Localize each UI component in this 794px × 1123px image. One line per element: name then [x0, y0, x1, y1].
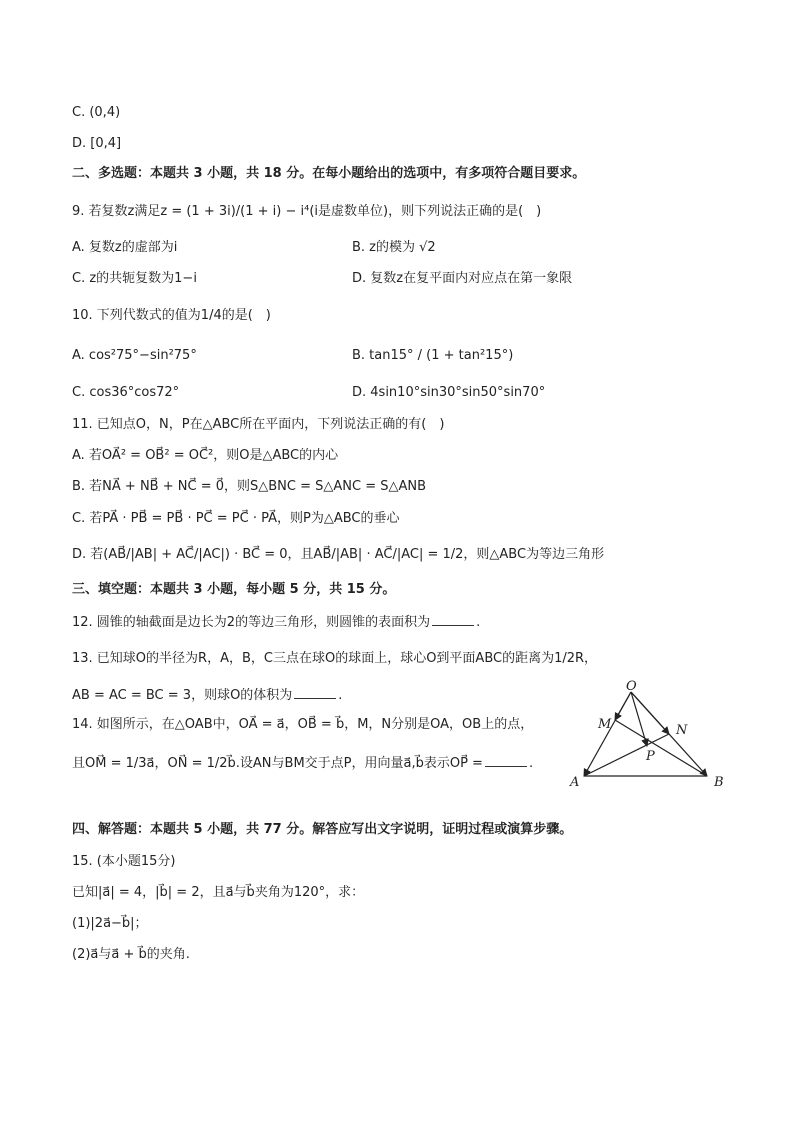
- section-solutions: 四、解答题：本题共 5 小题，共 77 分。解答应写出文字说明，证明过程或演算步骤。: [72, 822, 573, 837]
- label-p: P: [646, 749, 655, 764]
- answer-blank: [432, 613, 474, 626]
- option-c-prev: C. (0,4): [72, 105, 121, 120]
- q11-option-b: B. 若NA⃗ + NB⃗ + NC⃗ = 0⃗，则S△BNC = S△ANC = S△ANB: [72, 479, 427, 494]
- question-13-line2: [72, 686, 342, 704]
- label-m: M: [598, 717, 612, 732]
- segment-an: [584, 734, 669, 776]
- label-n: N: [676, 723, 688, 738]
- vector-om: [615, 692, 631, 720]
- q11-option-c: C. 若PA⃗ · PB⃗ = PB⃗ · PC⃗ = PC⃗ · PA⃗，则P为△ABC的垂心: [72, 511, 400, 526]
- question-9: 9. 若复数z满足z = (1 + 3i)/(1 + i) − i⁴(i是虚数单位)，则下列说法正确的是( ): [72, 204, 542, 219]
- question-14-line2: [72, 754, 533, 772]
- question-14: 14. 如图所示，在△OAB中，OA⃗ = a⃗，OB⃗ = b⃗，M，N分别是OA，OB上的点，: [72, 717, 534, 732]
- question-11: 11. 已知点O，N，P在△ABC所在平面内，下列说法正确的有( ): [72, 417, 445, 432]
- question-15-part1: (1)|2a⃗−b⃗|；: [72, 916, 148, 931]
- q12-period: .: [476, 615, 481, 630]
- label-a: A: [570, 775, 580, 790]
- q11-option-d: D. 若(AB⃗/|AB| + AC⃗/|AC|) · BC⃗ = 0，且AB⃗/|AB| · AC⃗/|AC| = 1/2，则△ABC为等边三角形: [72, 547, 605, 562]
- q14b-text: 且OM⃗ = 1/3a⃗，ON⃗ = 1/2b⃗.设AN与BM交于点P，用向量a⃗,b⃗表示OP⃗ =: [72, 756, 483, 771]
- q10-option-a: A. cos²75°−sin²75°: [72, 348, 197, 363]
- q9-option-a: A. 复数z的虚部为i: [72, 240, 178, 255]
- question-15-stem: 已知|a⃗| = 4，|b⃗| = 2，且a⃗与b⃗夹角为120°，求：: [72, 885, 365, 900]
- label-o: O: [626, 679, 637, 694]
- q10-option-b: B. tan15° / (1 + tan²15°): [352, 348, 514, 363]
- question-15-part2: (2)a⃗与a⃗ + b⃗的夹角.: [72, 947, 190, 962]
- question-10: 10. 下列代数式的值为1/4的是( ): [72, 308, 271, 323]
- q11-option-a: A. 若OA⃗² = OB⃗² = OC⃗²，则O是△ABC的内心: [72, 448, 339, 463]
- q13-period: .: [338, 688, 343, 703]
- q10-option-c: C. cos36°cos72°: [72, 385, 180, 400]
- option-d-prev: D. [0,4]: [72, 136, 122, 151]
- triangle-figure: [566, 676, 736, 794]
- answer-blank: [485, 754, 527, 767]
- answer-blank: [294, 686, 336, 699]
- section-fill-in: 三、填空题：本题共 3 小题，每小题 5 分，共 15 分。: [72, 582, 396, 597]
- question-15: 15. (本小题15分): [72, 854, 176, 869]
- q14-period: .: [528, 756, 534, 771]
- label-b: B: [714, 775, 724, 790]
- q9-option-d: D. 复数z在复平面内对应点在第一象限: [352, 271, 573, 286]
- section-multiple-choice: 二、多选题：本题共 3 小题，共 18 分。在每小题给出的选项中，有多项符合题目要求。: [72, 166, 586, 181]
- question-12: [72, 613, 480, 631]
- q9-option-b: B. z的模为 √2: [352, 240, 436, 255]
- q12-text: 12. 圆锥的轴截面是边长为2的等边三角形，则圆锥的表面积为: [72, 615, 431, 630]
- q10-option-d: D. 4sin10°sin30°sin50°sin70°: [352, 385, 546, 400]
- segment-bm: [615, 720, 707, 776]
- q9-option-c: C. z的共轭复数为1−i: [72, 271, 197, 286]
- question-13: 13. 已知球O的半径为R，A，B，C三点在球O的球面上，球心O到平面ABC的距离为1/2R，: [72, 651, 598, 666]
- q13b-text: AB = AC = BC = 3，则球O的体积为: [72, 688, 293, 703]
